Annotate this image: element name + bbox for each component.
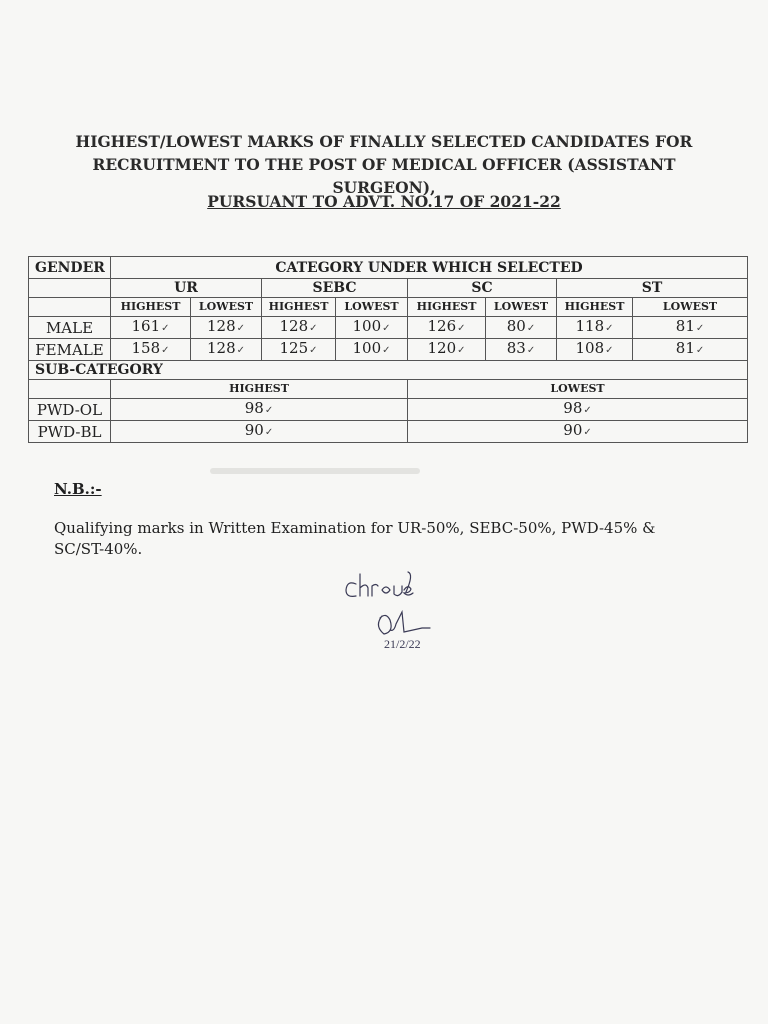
sub-category-cell: PWD-OL (29, 399, 111, 421)
value-cell: 98 (563, 399, 583, 417)
check-mark-icon: ✓ (161, 345, 170, 356)
table-row-female (29, 339, 748, 361)
category-sc: SC (408, 279, 557, 298)
sub-category-cell: PWD-BL (29, 421, 111, 443)
qualifying-marks-note: Qualifying marks in Written Examination for UR-50%, SEBC-50%, PWD-45% & SC/ST-40%. (54, 519, 656, 558)
value-cell: 98 (244, 399, 264, 417)
table-row-pwd-ol (29, 399, 748, 421)
check-mark-icon: ✓ (605, 345, 614, 356)
table-row-pwd-bl (29, 421, 748, 443)
value-cell: 100 (352, 317, 382, 335)
value-cell: 158 (131, 339, 161, 357)
marks-table (28, 256, 748, 443)
signature (338, 570, 448, 665)
value-cell: 81 (675, 317, 695, 335)
sub-category-header: SUB-CATEGORY (29, 361, 748, 380)
value-cell: 118 (575, 317, 605, 335)
value-cell: 125 (279, 339, 309, 357)
nb-label: N.B.:- (54, 480, 102, 498)
value-cell: 128 (206, 317, 236, 335)
st-lowest-header: LOWEST (633, 298, 748, 317)
check-mark-icon: ✓ (605, 323, 614, 334)
category-ur: UR (111, 279, 262, 298)
value-cell: 83 (506, 339, 526, 357)
sub-highest-header: HIGHEST (111, 380, 408, 399)
value-cell: 128 (279, 317, 309, 335)
value-cell: 128 (206, 339, 236, 357)
value-cell: 81 (675, 339, 695, 357)
check-mark-icon: ✓ (695, 323, 705, 334)
gender-header: GENDER (29, 257, 111, 279)
title-line-2: RECRUITMENT TO THE POST OF MEDICAL OFFICER (ASSISTANT SURGEON), (92, 155, 676, 197)
check-mark-icon: ✓ (526, 345, 536, 356)
value-cell: 161 (131, 317, 161, 335)
signature-scribble (338, 570, 448, 665)
check-mark-icon: ✓ (236, 323, 246, 334)
bleed-through-mark (210, 468, 420, 474)
sebc-highest-header: HIGHEST (262, 298, 336, 317)
check-mark-icon: ✓ (695, 345, 705, 356)
sc-highest-header: HIGHEST (408, 298, 486, 317)
title-line-3: PURSUANT TO ADVT. NO.17 OF 2021-22 (207, 192, 561, 211)
st-highest-header: HIGHEST (557, 298, 633, 317)
value-cell: 90 (563, 421, 583, 439)
category-sebc: SEBC (262, 279, 408, 298)
check-mark-icon: ✓ (309, 345, 318, 356)
table-row-male (29, 317, 748, 339)
check-mark-icon: ✓ (309, 323, 318, 334)
check-mark-icon: ✓ (583, 405, 592, 416)
check-mark-icon: ✓ (382, 345, 391, 356)
check-mark-icon: ✓ (264, 427, 274, 438)
sub-lowest-header: LOWEST (408, 380, 748, 399)
value-cell: 100 (352, 339, 382, 357)
value-cell: 90 (244, 421, 264, 439)
category-header: CATEGORY UNDER WHICH SELECTED (111, 257, 748, 279)
check-mark-icon: ✓ (161, 323, 170, 334)
title-line-1: HIGHEST/LOWEST MARKS OF FINALLY SELECTED CANDIDATES FOR (75, 132, 693, 151)
value-cell: 120 (427, 339, 457, 357)
check-mark-icon: ✓ (457, 323, 466, 334)
check-mark-icon: ✓ (236, 345, 246, 356)
gender-cell: MALE (29, 317, 111, 339)
ur-lowest-header: LOWEST (191, 298, 262, 317)
sebc-lowest-header: LOWEST (336, 298, 408, 317)
value-cell: 80 (506, 317, 526, 335)
check-mark-icon: ✓ (457, 345, 466, 356)
sc-lowest-header: LOWEST (486, 298, 557, 317)
value-cell: 108 (575, 339, 605, 357)
category-st: ST (557, 279, 748, 298)
check-mark-icon: ✓ (382, 323, 391, 334)
gender-cell: FEMALE (29, 339, 111, 361)
check-mark-icon: ✓ (526, 323, 536, 334)
check-mark-icon: ✓ (583, 427, 592, 438)
ur-highest-header: HIGHEST (111, 298, 191, 317)
value-cell: 126 (427, 317, 457, 335)
check-mark-icon: ✓ (264, 405, 274, 416)
signature-date: 21/2/22 (384, 637, 421, 651)
